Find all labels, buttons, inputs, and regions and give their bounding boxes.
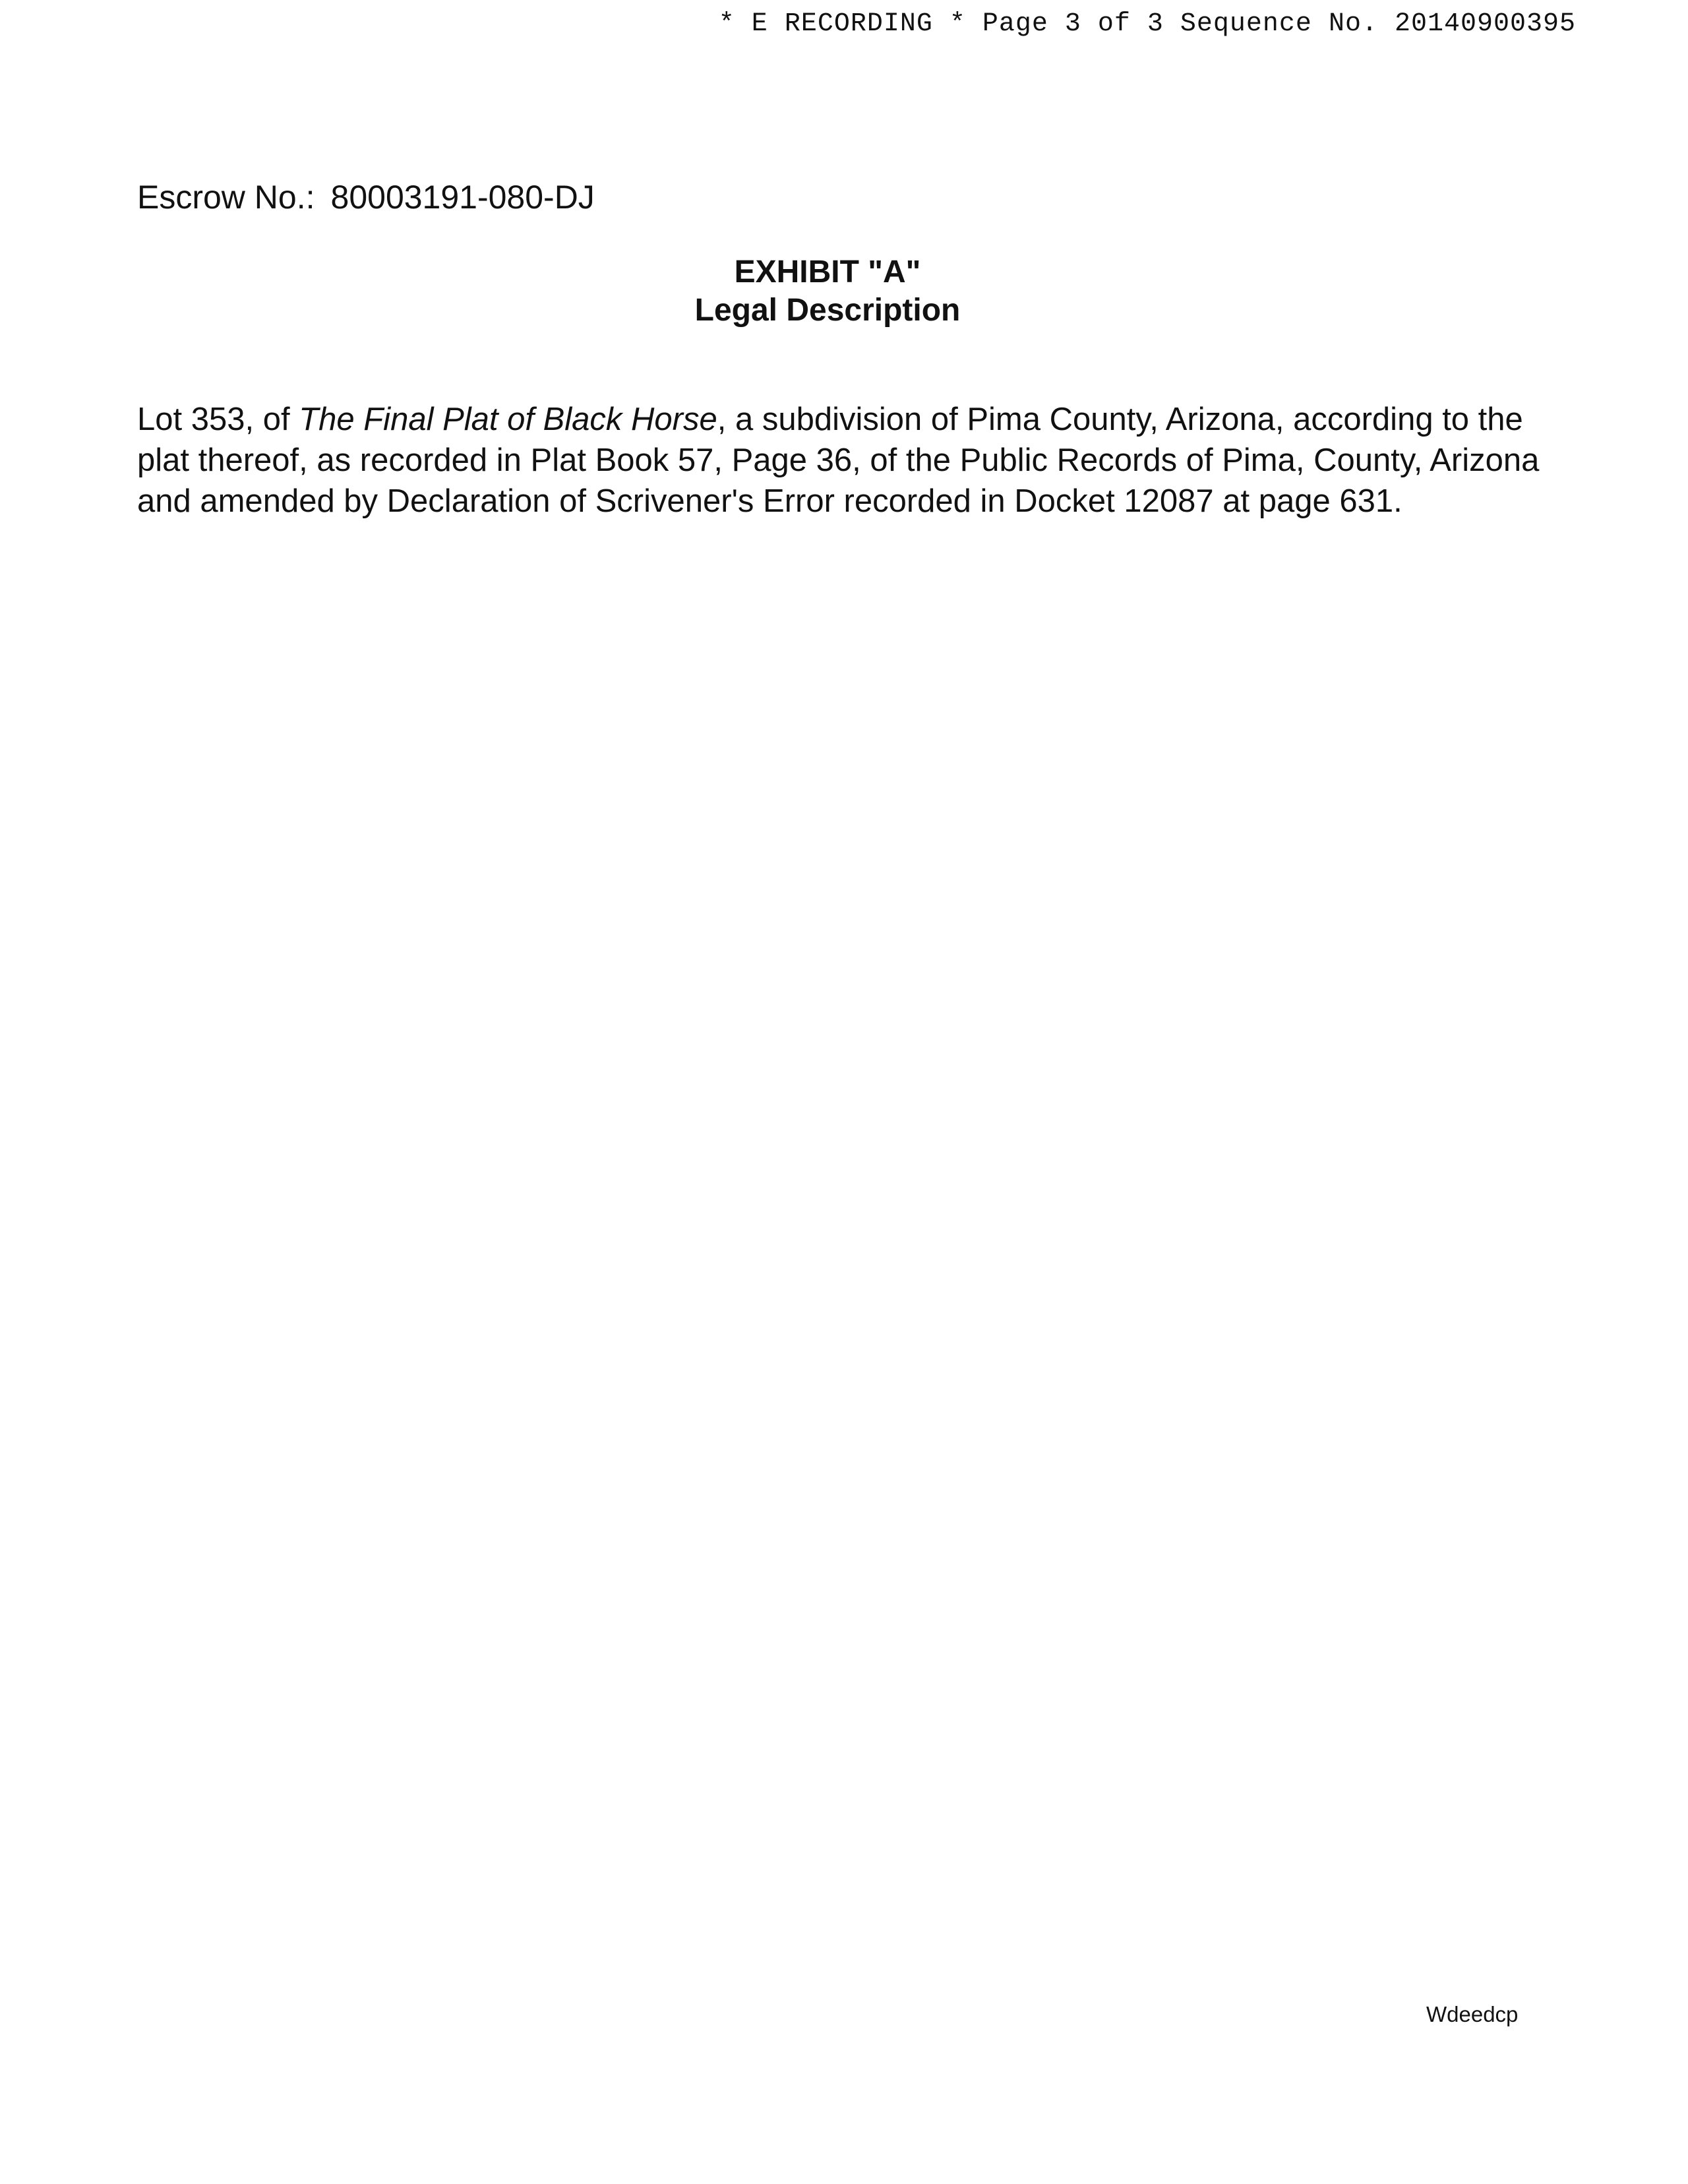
legal-description-part2: , a subdivision of Pima County, Arizona, according to the plat thereof, as recorded in Plat Book 57, Page 36, of the Public Records of Pima, County, Arizona and amended by Declaration of Scrivener's Error recorded in Docket 12087 at page 631. [137,402,1540,519]
legal-description-part1: Lot 353, of [137,402,299,437]
footer-form-code: Wdeedcp [1426,2002,1519,2026]
escrow-number: 80003191-080-DJ [330,179,595,216]
exhibit-subtitle: Legal Description [694,293,961,328]
legal-description-paragraph [137,399,1548,522]
exhibit-heading [0,253,1655,330]
exhibit-title: EXHIBIT "A" [734,255,921,289]
recording-header: * E RECORDING * Page 3 of 3 Sequence No. 20140900395 [718,9,1576,39]
plat-name: The Final Plat of Black Horse [299,402,717,437]
escrow-line [137,178,595,216]
escrow-label: Escrow No.: [137,179,315,216]
